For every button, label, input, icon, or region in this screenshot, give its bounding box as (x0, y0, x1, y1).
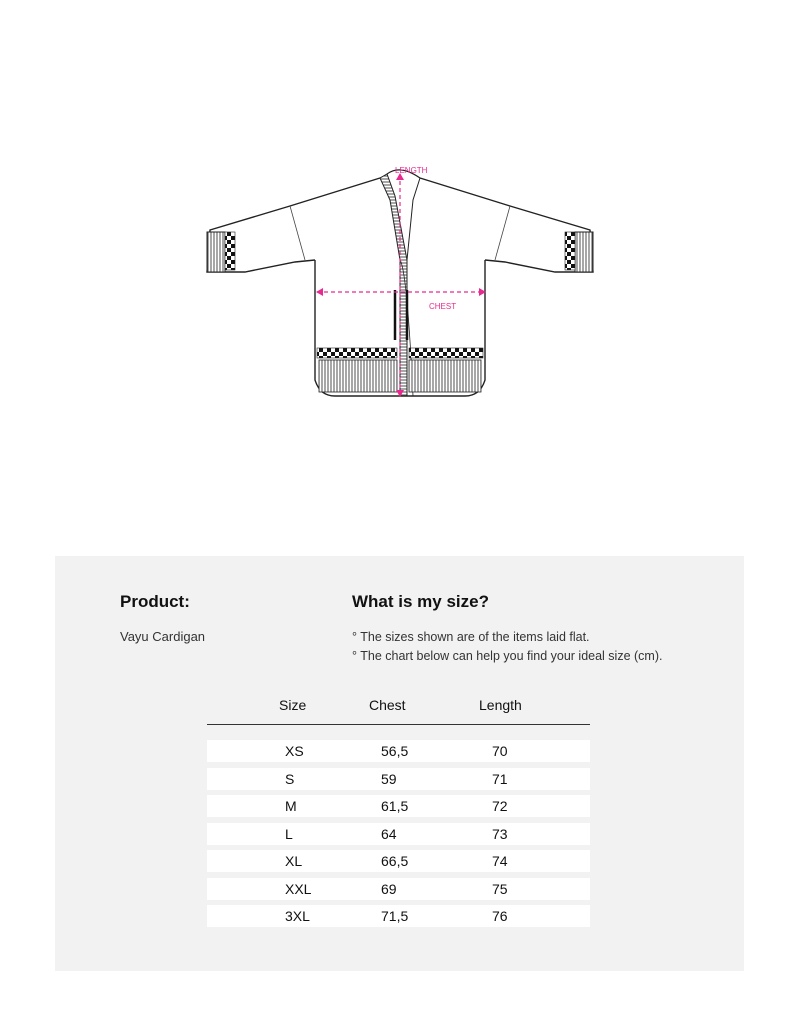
table-row (207, 905, 590, 927)
cell-chest: 59 (381, 770, 397, 787)
cell-chest: 61,5 (381, 798, 409, 814)
cell-chest: 64 (381, 825, 397, 842)
size-note: ° The sizes shown are of the items laid flat. (352, 630, 590, 644)
header-size: Size (279, 697, 307, 713)
hem-rib-left (319, 360, 397, 392)
size-notes (352, 628, 662, 666)
cell-chest: 56,5 (381, 743, 409, 759)
cell-size: L (285, 825, 293, 842)
size-table (207, 694, 590, 933)
cell-chest: 71,5 (381, 908, 409, 924)
cell-length: 70 (492, 743, 508, 759)
cell-length: 73 (492, 825, 508, 842)
left-cuff-checker (225, 232, 235, 270)
cell-length: 72 (492, 798, 508, 814)
hem-checker-left (317, 348, 397, 358)
cell-size: 3XL (285, 908, 310, 924)
cell-length: 75 (492, 880, 508, 897)
table-body (207, 740, 590, 927)
table-row (207, 878, 590, 900)
cell-size: XXL (285, 880, 312, 897)
cardigan-diagram (195, 160, 605, 410)
cell-length: 74 (492, 853, 508, 869)
header-chest: Chest (369, 697, 406, 713)
product-heading: Product: (120, 592, 190, 611)
cell-chest: 69 (381, 880, 397, 897)
size-guide-panel (55, 556, 744, 971)
length-label: LENGTH (395, 166, 428, 175)
cardigan-illustration (195, 160, 605, 410)
cell-size: S (285, 770, 295, 787)
cell-size: M (285, 798, 297, 814)
left-cuff (207, 232, 225, 272)
table-row (207, 795, 590, 817)
table-row (207, 768, 590, 790)
cell-size: XS (285, 743, 304, 759)
cell-chest: 66,5 (381, 853, 409, 869)
hem-checker-right (409, 348, 483, 358)
cell-length: 76 (492, 908, 508, 924)
right-cuff-checker (565, 232, 575, 270)
cell-length: 71 (492, 770, 508, 787)
chest-label: CHEST (429, 302, 457, 311)
size-note: ° The chart below can help you find your ideal size (cm). (352, 649, 663, 663)
header-length: Length (479, 697, 522, 713)
table-row (207, 740, 590, 762)
right-cuff (575, 232, 593, 272)
table-row (207, 850, 590, 872)
hem-rib-right (409, 360, 481, 392)
table-header (207, 694, 590, 725)
table-row (207, 823, 590, 845)
size-heading: What is my size? (352, 592, 489, 611)
product-name: Vayu Cardigan (120, 629, 206, 644)
cell-size: XL (285, 853, 303, 869)
